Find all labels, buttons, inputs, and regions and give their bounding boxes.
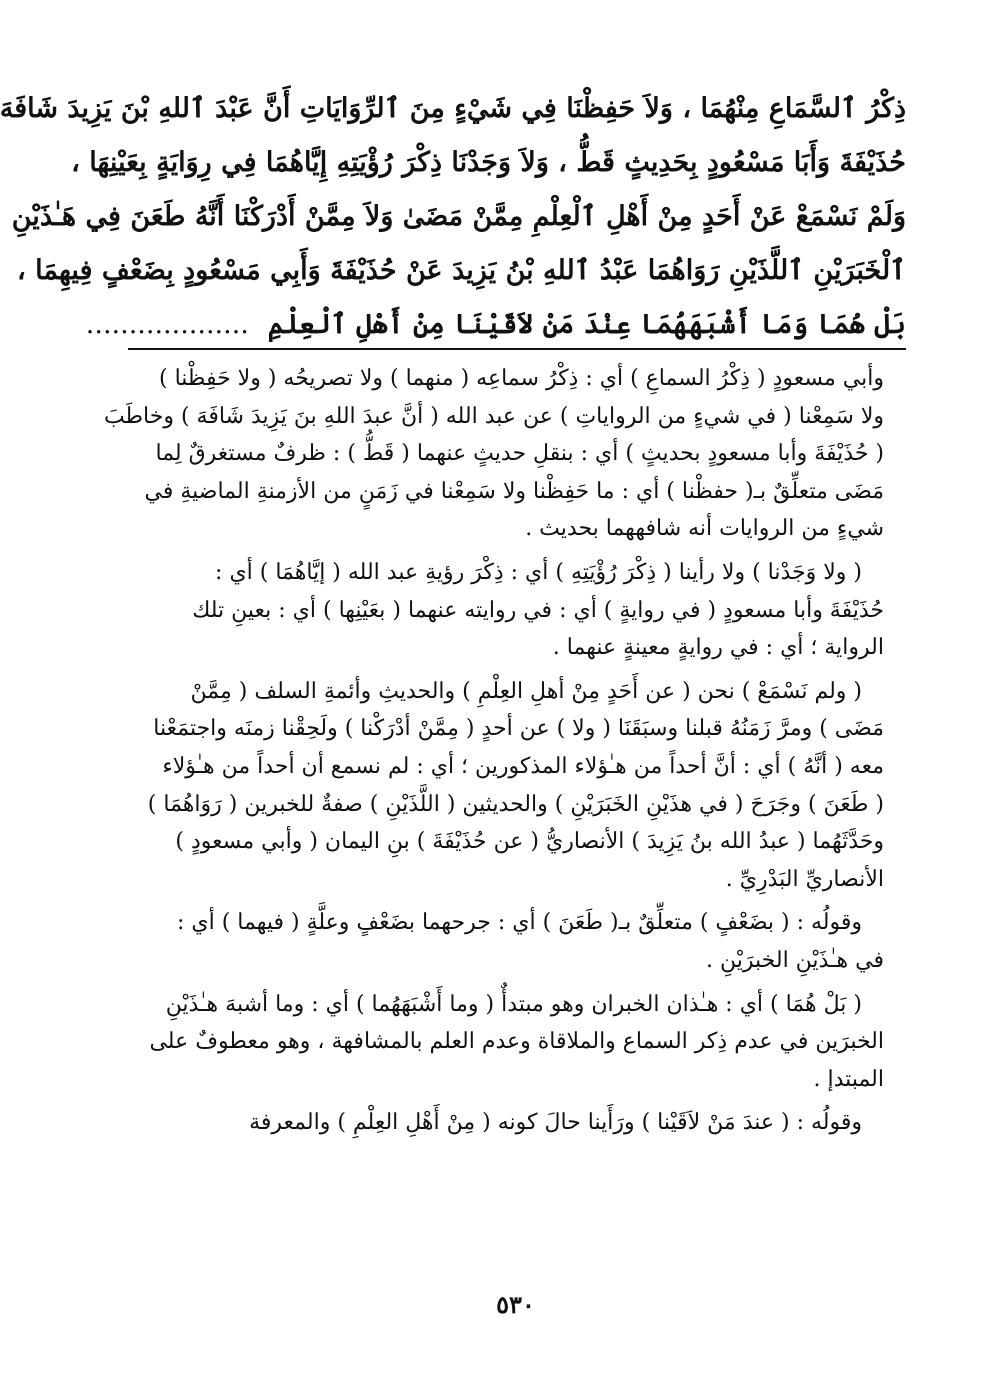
commentary-line: وأبي مسعودٍ ( ذِكْرُ السماعِ ) أي : ذِكْرُ سماعِه ( منهما ) ولا تصريحُه ( ولا حَفِظْنا ) xyxy=(159,366,884,391)
commentary-line: ( بَلْ هُمَا ) أي : هـٰذان الخبران وهو مبتدأٌ ( وما أَشْبَهَهُما ) أي : وما أشبهَ هـٰذَيْنِ xyxy=(165,991,862,1017)
commentary-line: مَضَى متعلِّقٌ بـ( حفظْنا ) أي : ما حَفِظْنا ولا سَمِعْنا في زَمَنٍ من الأزمنةِ الماضيةِ في xyxy=(144,478,884,504)
commentary-line: شيءٍ من الروايات أنه شافههما بحديث . xyxy=(525,516,884,542)
main-text-line: ٱلْخَبَرَيْنِ ٱللَّذَيْنِ رَوَاهُمَا عَبْدُ ٱللهِ بْنُ يَزِيدَ عَنْ حُذَيْفَةَ وَأَبِي مَسْعُودٍ بِضَعْفٍ فِيهِمَا ، xyxy=(17,255,906,286)
commentary-line: الرواية ؛ أي : في روايةٍ معينةٍ عنهما . xyxy=(552,635,884,661)
commentary-paragraph xyxy=(103,360,906,548)
commentary-text xyxy=(103,360,906,1148)
commentary-paragraph xyxy=(128,986,906,1099)
separator-rule xyxy=(128,348,906,350)
commentary-line: وحَدَّثَهُما ( عبدُ الله بنُ يَزِيدَ ) الأنصاريُّ ( عن حُذَيْفَةَ ) بنِ اليمان ( وأبي مسعودٍ ) xyxy=(175,829,884,855)
commentary-paragraph xyxy=(128,673,906,899)
commentary-paragraph xyxy=(128,904,906,979)
commentary-line: ( ولم نَسْمَعْ ) نحن ( عن أَحَدٍ مِنْ أهلِ العِلْمِ ) والحديثِ وأئمةِ السلف ( مِمَّنْ xyxy=(190,678,862,704)
commentary-line: مَضَى ) ومرَّ زَمَنُهُ قبلنا وسبَقَنَا ( ولا ) عن أحدٍ ( مِمَّنْ أدْرَكْنا ) ولَحِقْنا زمنَه واجتمَعْنا xyxy=(153,716,884,742)
continuation-dots: ................... xyxy=(85,309,249,340)
commentary-line: حُذَيْفَةَ وأبا مسعودٍ ( في روايةٍ ) أي : في روايته عنهما ( بعَيْنِها ) أي : بعينِ تلك xyxy=(192,597,884,623)
main-text-line: ذِكْرُ ٱلسَّمَاعِ مِنْهُمَا ، وَلاَ حَفِظْنَا فِي شَيْءٍ مِنَ ٱلرِّوَايَاتِ أَنَّ عَبْدَ ٱللهِ بْنَ يَزِيدَ شَافَهَ xyxy=(0,93,906,124)
commentary-line: وقولُه : ( بضَعْفٍ ) متعلِّقٌ بـ( طَعَنَ ) أي : جرحهما بضَعْفٍ وعلَّةٍ ( فيهما ) أي : xyxy=(176,910,862,936)
commentary-line: ( حُذَيْفَةَ وأبا مسعودٍ بحديثٍ ) أي : بنقلِ حديثٍ عنهما ( قَطُّ ) : ظرفٌ مستغرقٌ لِما xyxy=(155,441,884,467)
commentary-line: ( ولا وَجَدْنا ) ولا رأينا ( ذِكْرَ رُؤْيَتِهِ ) أي : ذِكْرَ رؤيةِ عبد الله ( إيَّاهُمَا ) أي : xyxy=(215,559,862,585)
commentary-line: معه ( أنَّهُ ) أي : أنَّ أحداً من هـٰؤلاء المذكورين ؛ أي : لم نسمع أن أحداً من هـٰؤلاء xyxy=(162,753,884,779)
commentary-paragraph xyxy=(128,1104,906,1142)
main-text-last-line: بَلْ هُمَا وَمَا أَشْبَهَهُمَا عِنْدَ مَنْ لاَقَيْنَا مِنْ أَهْلِ ٱلْعِلْمِ xyxy=(267,309,906,340)
main-text xyxy=(0,82,906,352)
main-text-line xyxy=(85,298,906,352)
commentary-line: وقولُه : ( عندَ مَنْ لاَقَيْنا ) ورَأَينا حالَ كونه ( مِنْ أَهْلِ العِلْمِ ) والمعرفة xyxy=(249,1110,862,1136)
main-text-line: حُذَيْفَةَ وَأَبَا مَسْعُودٍ بِحَدِيثٍ قَطُّ ، وَلاَ وَجَدْنَا ذِكْرَ رُؤْيَتِهِ إِيَّاهُمَا فِي رِوَايَةٍ بِعَيْنِهَا ، xyxy=(71,147,906,178)
commentary-line: المبتدإ . xyxy=(813,1066,884,1092)
commentary-paragraph xyxy=(128,554,906,667)
page-number: ٥٣٠ xyxy=(496,1290,535,1319)
commentary-line: الخبرَين في عدم ذِكر السماع والملاقاة وعدم العلم بالمشافهة ، وهو معطوفٌ على xyxy=(149,1029,884,1055)
commentary-line: ولا سَمِعْنا ( في شيءٍ من الرواياتِ ) عن عبد الله ( أنَّ عبدَ اللهِ بنَ يَزِيدَ شَافَهَ ) وخاطَبَ xyxy=(103,403,884,429)
commentary-line: في هـٰذَيْنِ الخبرَيْنِ . xyxy=(706,947,884,973)
main-text-line: وَلَمْ نَسْمَعْ عَنْ أَحَدٍ مِنْ أَهْلِ ٱلْعِلْمِ مِمَّنْ مَضَىٰ وَلاَ مِمَّنْ أَدْرَكْنَا أَنَّهُ طَعَنَ فِي هَـٰذَيْنِ xyxy=(11,201,906,232)
commentary-line: ( طَعَنَ ) وجَرَحَ ( في هذَيْنِ الخَبَرَيْنِ ) والحديثين ( اللَّذَيْنِ ) صفةٌ للخبرين ( رَوَاهُمَا ) xyxy=(147,791,884,817)
commentary-line: الأنصاريِّ البَدْرِيِّ . xyxy=(725,866,884,892)
